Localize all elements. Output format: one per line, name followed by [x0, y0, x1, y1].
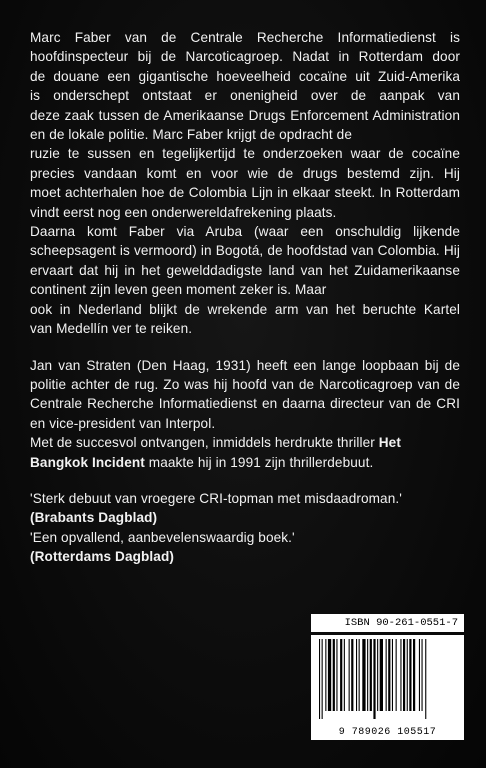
barcode-bar — [333, 639, 335, 711]
review-source: (Brabants Dagblad) — [30, 510, 158, 526]
barcode-bars — [317, 639, 458, 725]
barcode-bar — [356, 639, 357, 711]
barcode-bar — [377, 639, 378, 711]
barcode-bar — [386, 639, 387, 711]
synopsis-line: precies vandaan komt en voor wie de drugs bestemd zijn. Hij — [30, 165, 460, 181]
barcode-bar — [392, 639, 393, 711]
barcode-bar — [351, 639, 353, 711]
synopsis-line: de douane een gigantische hoeveelheid cocaïne uit Zuid-Amerika — [30, 68, 460, 84]
barcode-bar — [419, 639, 420, 711]
barcode-bar — [319, 639, 320, 719]
synopsis-line: deze zaak tussen de Amerikaanse Drugs Enforcement Administration en de lokale politie. Marc Faber krijgt de opdracht de — [30, 107, 460, 143]
reviews — [30, 489, 460, 567]
synopsis-line: ruzie te sussen en tegelijkertijd te onderzoeken waar de cocaïne — [30, 146, 460, 162]
synopsis-line: hoofdinspecteur bij de Narcoticagroep. Nadat in Rotterdam door — [30, 49, 460, 65]
barcode-bar — [425, 639, 426, 719]
barcode-area — [311, 614, 464, 740]
synopsis-line: moet achterhalen hoe de Colombia Lijn in elkaar steekt. In Rotterdam vindt eerst nog een onderwereldafrekening plaats. — [30, 185, 460, 220]
debut-book-title: Het Bangkok Incident — [30, 435, 401, 470]
back-cover-text — [30, 28, 460, 567]
barcode-bar — [340, 639, 342, 711]
barcode-bar — [409, 639, 411, 711]
barcode-bar — [336, 639, 337, 711]
debut-text-suffix: maakte hij in 1991 zijn thrillerdebuut. — [144, 454, 374, 470]
barcode-bar — [367, 639, 368, 711]
barcode-bar — [328, 639, 331, 711]
barcode-digits: 9 789026 105517 — [338, 727, 437, 738]
synopsis-paragraph — [30, 28, 460, 339]
barcode-bar — [349, 639, 350, 711]
synopsis-line: ook in Nederland blijkt de wrekende arm van het beruchte Kartel — [30, 301, 460, 317]
barcode-bar — [400, 639, 401, 711]
barcode-bar — [344, 639, 345, 711]
synopsis-line: is onderschept ontstaat er onenigheid over de aanpak van — [30, 88, 460, 104]
synopsis-line: van Medellín ver te reiken. — [30, 321, 193, 337]
barcode-bar — [359, 639, 360, 711]
synopsis-line: scheepsagent is vermoord) in Bogotá, de hoofdstad van Colombia. Hij ervaart dat hij in het gewelddadigste land van het Zuidamerikaanse continent zijn leven geen moment zeker is. Maar — [30, 243, 460, 298]
author-bio: Jan van Straten (Den Haag, 1931) heeft een lange loopbaan bij de politie achter de rug. Zo was hij hoofd van de Narcoticagroep van de Centrale Recherche Informatiedienst en daarna directeur van de CRI en vice-president van Interpol. — [30, 357, 460, 431]
barcode-bar — [373, 639, 375, 719]
review-quote: 'Een opvallend, aanbevelenswaardig boek.' — [30, 529, 295, 545]
barcode-bar — [422, 639, 423, 711]
barcode-bar — [362, 639, 365, 711]
barcode-bar — [388, 639, 390, 711]
barcode — [311, 635, 464, 740]
isbn-label: ISBN 90-261-0551-7 — [311, 614, 464, 632]
barcode-bar — [403, 639, 405, 711]
barcode-bar — [325, 639, 326, 711]
barcode-bar — [322, 639, 323, 719]
barcode-bar — [370, 639, 372, 711]
barcode-bar — [380, 639, 383, 711]
barcode-bar — [396, 639, 397, 711]
author-debut — [30, 433, 460, 472]
debut-text-prefix: Met de succesvol ontvangen, inmiddels herdrukte thriller — [30, 435, 379, 451]
barcode-bar — [407, 639, 408, 711]
synopsis-line: Marc Faber van de Centrale Recherche Informatiedienst is — [30, 30, 460, 45]
barcode-bar — [413, 639, 415, 711]
review-quote: 'Sterk debuut van vroegere CRI-topman met misdaadroman.' — [30, 490, 402, 506]
synopsis-line: Daarna komt Faber via Aruba (waar een onschuldig lijkende — [30, 224, 460, 240]
review-source: (Rotterdams Dagblad) — [30, 549, 174, 565]
